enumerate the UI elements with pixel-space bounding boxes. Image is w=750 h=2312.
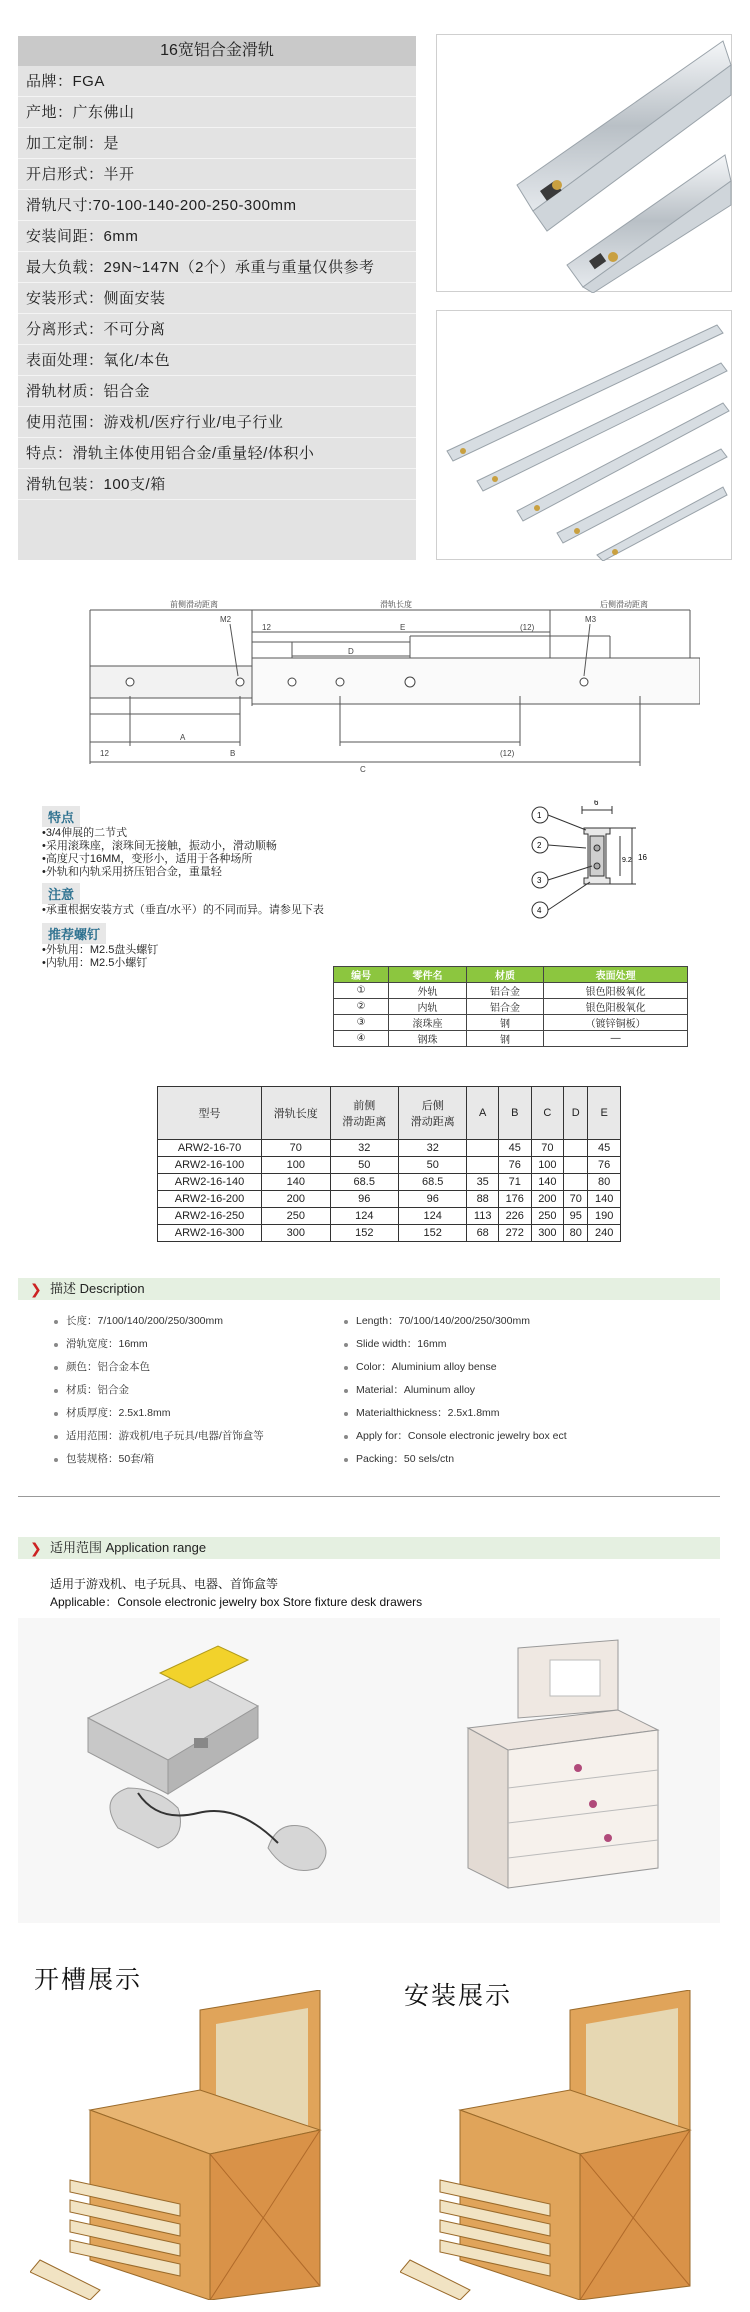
model-cell: 80 — [564, 1225, 588, 1242]
description-item: Packing：50 sels/ctn — [330, 1448, 710, 1471]
model-cell: 300 — [531, 1225, 564, 1242]
model-cell: 240 — [588, 1225, 621, 1242]
parts-cell: ④ — [334, 1031, 389, 1047]
model-cell — [467, 1140, 499, 1157]
callout-1: 1 — [537, 811, 542, 820]
description-item: 滑轨宽度：16mm — [40, 1333, 340, 1356]
notice-tag: 注意 — [42, 883, 80, 904]
parts-row — [334, 999, 688, 1015]
features-list — [42, 827, 412, 879]
description-left-col — [40, 1310, 340, 1471]
model-cell: 76 — [498, 1157, 531, 1174]
model-cell: 140 — [262, 1174, 330, 1191]
screws-tag: 推荐螺钉 — [42, 923, 106, 944]
model-cell: 96 — [398, 1191, 466, 1208]
parts-header: 表面处理 — [544, 967, 688, 983]
dim-A: A — [180, 733, 186, 742]
dim-D: D — [348, 647, 354, 656]
model-cell: 124 — [398, 1208, 466, 1225]
console-and-jewelry-box-image — [18, 1618, 720, 1923]
spec-row: 产地：广东佛山 — [18, 97, 416, 128]
parts-cell: 银色阳极氧化 — [544, 983, 688, 999]
model-cell: 140 — [531, 1174, 564, 1191]
spec-row: 开启形式：半开 — [18, 159, 416, 190]
dim-C: C — [360, 765, 366, 774]
dim-6: 6 — [594, 800, 599, 807]
model-row — [158, 1140, 621, 1157]
dim-rail-length: 滑轨长度 — [380, 600, 412, 609]
model-cell: 68 — [467, 1225, 499, 1242]
spec-row: 分离形式：不可分离 — [18, 314, 416, 345]
description-item: Material：Aluminum alloy — [330, 1379, 710, 1402]
model-cell: 70 — [531, 1140, 564, 1157]
description-item: 材质：铝合金 — [40, 1379, 340, 1402]
spec-rows — [18, 66, 416, 500]
spec-row: 滑轨包装：100支/箱 — [18, 469, 416, 500]
model-cell: 152 — [398, 1225, 466, 1242]
spec-row: 特点：滑轨主体使用铝合金/重量轻/体积小 — [18, 438, 416, 469]
description-item: 材质厚度：2.5x1.8mm — [40, 1402, 340, 1425]
label-m3: M3 — [585, 615, 597, 624]
description-item: 颜色：铝合金本色 — [40, 1356, 340, 1379]
installation-display-title: 安装展示 — [404, 1982, 513, 2010]
dim-9-2: 9.2 — [622, 857, 632, 864]
bullet-item: •外轨和内轨采用挤压铝合金，重量轻 — [42, 866, 222, 878]
model-cell: 100 — [262, 1157, 330, 1174]
model-cell: ARW2-16-70 — [158, 1140, 262, 1157]
model-cell — [467, 1157, 499, 1174]
model-cell: 35 — [467, 1174, 499, 1191]
dim-B: B — [230, 749, 236, 758]
model-header-row — [158, 1087, 621, 1140]
parts-cell: 外轨 — [389, 983, 466, 999]
model-cell: 250 — [262, 1208, 330, 1225]
description-item: 包装规格：50套/箱 — [40, 1448, 340, 1471]
parts-header: 编号 — [334, 967, 389, 983]
parts-table — [333, 966, 688, 1047]
model-cell: 300 — [262, 1225, 330, 1242]
model-cell: ARW2-16-300 — [158, 1225, 262, 1242]
description-item: 长度：7/100/140/200/250/300mm — [40, 1310, 340, 1333]
chevron-right-icon: ❯ — [30, 1540, 42, 1556]
installed-wooden-box-image — [400, 1990, 720, 2300]
model-table — [157, 1086, 621, 1242]
model-cell: 32 — [398, 1140, 466, 1157]
model-cell — [564, 1174, 588, 1191]
model-cell: 76 — [588, 1157, 621, 1174]
spec-row: 滑轨材质：铝合金 — [18, 376, 416, 407]
model-cell: 200 — [262, 1191, 330, 1208]
bullet-item: •内轨用：M2.5小螺钉 — [42, 957, 148, 969]
slotted-wooden-box-image — [30, 1990, 350, 2300]
description-item: Apply for：Console electronic jewelry box ect — [330, 1425, 710, 1448]
parts-header: 零件名 — [389, 967, 466, 983]
model-cell — [564, 1140, 588, 1157]
parts-cell: 银色阳极氧化 — [544, 999, 688, 1015]
description-item: Length：70/100/140/200/250/300mm — [330, 1310, 710, 1333]
parts-row — [334, 1031, 688, 1047]
model-cell: 32 — [330, 1140, 398, 1157]
spec-row: 安装间距：6mm — [18, 221, 416, 252]
model-cell: 95 — [564, 1208, 588, 1225]
model-cell: 200 — [531, 1191, 564, 1208]
model-cell: 250 — [531, 1208, 564, 1225]
model-cell: 45 — [588, 1140, 621, 1157]
model-header: A — [467, 1087, 499, 1140]
model-cell: 113 — [467, 1208, 499, 1225]
parts-cell: 内轨 — [389, 999, 466, 1015]
model-header: D — [564, 1087, 588, 1140]
rail-photo-closeup — [436, 34, 732, 292]
model-cell: 70 — [262, 1140, 330, 1157]
model-header: 型号 — [158, 1087, 262, 1140]
application-images — [18, 1618, 720, 1923]
parts-header: 材质 — [466, 967, 543, 983]
description-item: 适用范围：游戏机/电子玩具/电器/首饰盒等 — [40, 1425, 340, 1448]
parts-cell: 铝合金 — [466, 999, 543, 1015]
features-tag: 特点 — [42, 806, 80, 827]
parts-cell: ③ — [334, 1015, 389, 1031]
description-item: Slide width：16mm — [330, 1333, 710, 1356]
model-row — [158, 1174, 621, 1191]
model-cell: 124 — [330, 1208, 398, 1225]
model-cell: ARW2-16-100 — [158, 1157, 262, 1174]
application-line-cn: 适用于游戏机、电子玩具、电器、首饰盒等 — [50, 1577, 279, 1591]
rail-closeup-image — [437, 35, 733, 293]
model-header: 后侧 滑动距离 — [398, 1087, 466, 1140]
model-cell: 80 — [588, 1174, 621, 1191]
model-cell: 152 — [330, 1225, 398, 1242]
chevron-right-icon: ❯ — [30, 1281, 42, 1297]
model-cell: 190 — [588, 1208, 621, 1225]
parts-cell: 钢 — [466, 1031, 543, 1047]
model-cell: 96 — [330, 1191, 398, 1208]
parts-row — [334, 983, 688, 999]
bullet-item: •高度尺寸16MM，变形小，适用于各种场所 — [42, 853, 253, 865]
parts-cell: 钢 — [466, 1015, 543, 1031]
parts-cell: ② — [334, 999, 389, 1015]
label-m2: M2 — [220, 615, 232, 624]
application-line-en: Applicable：Console electronic jewelry box Store fixture desk drawers — [50, 1595, 423, 1609]
parts-cell: （镀锌铜板） — [544, 1015, 688, 1031]
spec-row: 滑轨尺寸:70-100-140-200-250-300mm — [18, 190, 416, 221]
model-row — [158, 1157, 621, 1174]
model-cell: ARW2-16-200 — [158, 1191, 262, 1208]
model-header: 前侧 滑动距离 — [330, 1087, 398, 1140]
bullet-item: •承重根据安装方式（垂直/水平）的不同而异。请参见下表 — [42, 904, 324, 916]
features-block — [42, 806, 412, 970]
model-header: C — [531, 1087, 564, 1140]
model-cell: 45 — [498, 1140, 531, 1157]
bullet-item: •外轨用：M2.5盘头螺钉 — [42, 944, 159, 956]
rail-sizes-image — [437, 311, 733, 561]
spec-row: 表面处理：氧化/本色 — [18, 345, 416, 376]
spec-row: 最大负载：29N~147N（2个）承重与重量仅供参考 — [18, 252, 416, 283]
model-cell: ARW2-16-140 — [158, 1174, 262, 1191]
parts-header-row — [334, 967, 688, 983]
callout-4: 4 — [537, 906, 542, 915]
dim-rear-gap: 后侧滑动距离 — [600, 600, 648, 609]
model-header: E — [588, 1087, 621, 1140]
dim-12p-bottom: (12) — [500, 749, 515, 758]
model-cell: 70 — [564, 1191, 588, 1208]
model-cell: 68.5 — [398, 1174, 466, 1191]
model-header: 滑轨长度 — [262, 1087, 330, 1140]
model-cell — [564, 1157, 588, 1174]
model-cell: 140 — [588, 1191, 621, 1208]
spec-row: 加工定制：是 — [18, 128, 416, 159]
application-title: 适用范围 Application range — [50, 1540, 207, 1555]
parts-row — [334, 1015, 688, 1031]
dim-12-top: 12 — [262, 623, 271, 632]
rail-photo-sizes — [436, 310, 732, 560]
description-right-col — [330, 1310, 710, 1471]
model-cell: 100 — [531, 1157, 564, 1174]
model-cell: 50 — [398, 1157, 466, 1174]
parts-cell: 钢珠 — [389, 1031, 466, 1047]
model-row — [158, 1208, 621, 1225]
model-cell: 176 — [498, 1191, 531, 1208]
spec-row: 品牌：FGA — [18, 66, 416, 97]
model-header: B — [498, 1087, 531, 1140]
notice-list — [42, 904, 412, 917]
model-cell: 71 — [498, 1174, 531, 1191]
description-item: Materialthickness：2.5x1.8mm — [330, 1402, 710, 1425]
dim-16: 16 — [638, 853, 647, 862]
model-cell: 272 — [498, 1225, 531, 1242]
dim-front-gap: 前侧滑动距离 — [170, 600, 218, 609]
parts-cell: ① — [334, 983, 389, 999]
model-cell: 88 — [467, 1191, 499, 1208]
dim-12-bottom: 12 — [100, 749, 109, 758]
model-cell: ARW2-16-250 — [158, 1208, 262, 1225]
model-row — [158, 1191, 621, 1208]
spec-row: 安装形式：侧面安装 — [18, 283, 416, 314]
bullet-item: •3/4伸展的二节式 — [42, 827, 128, 839]
spec-title: 16宽铝合金滑轨 — [18, 36, 416, 66]
parts-cell: 铝合金 — [466, 983, 543, 999]
parts-cell: 滚珠座 — [389, 1015, 466, 1031]
description-item: Color：Aluminium alloy bense — [330, 1356, 710, 1379]
description-title: 描述 Description — [50, 1281, 145, 1296]
dim-12p-top: (12) — [520, 623, 535, 632]
model-row — [158, 1225, 621, 1242]
application-bar — [18, 1537, 720, 1559]
dim-E: E — [400, 623, 406, 632]
model-cell: 50 — [330, 1157, 398, 1174]
description-bar — [18, 1278, 720, 1300]
description-divider — [18, 1496, 720, 1497]
spec-table — [18, 36, 416, 560]
model-cell: 226 — [498, 1208, 531, 1225]
cross-section-diagram — [520, 800, 670, 940]
parts-cell: — — [544, 1031, 688, 1047]
callout-3: 3 — [537, 876, 542, 885]
spec-row: 使用范围：游戏机/医疗行业/电子行业 — [18, 407, 416, 438]
bullet-item: •采用滚珠座，滚珠间无接触，振动小，滑动顺畅 — [42, 840, 277, 852]
rail-technical-drawing — [80, 596, 700, 776]
model-cell: 68.5 — [330, 1174, 398, 1191]
slotting-display-title: 开槽展示 — [34, 1966, 143, 1994]
callout-2: 2 — [537, 841, 542, 850]
